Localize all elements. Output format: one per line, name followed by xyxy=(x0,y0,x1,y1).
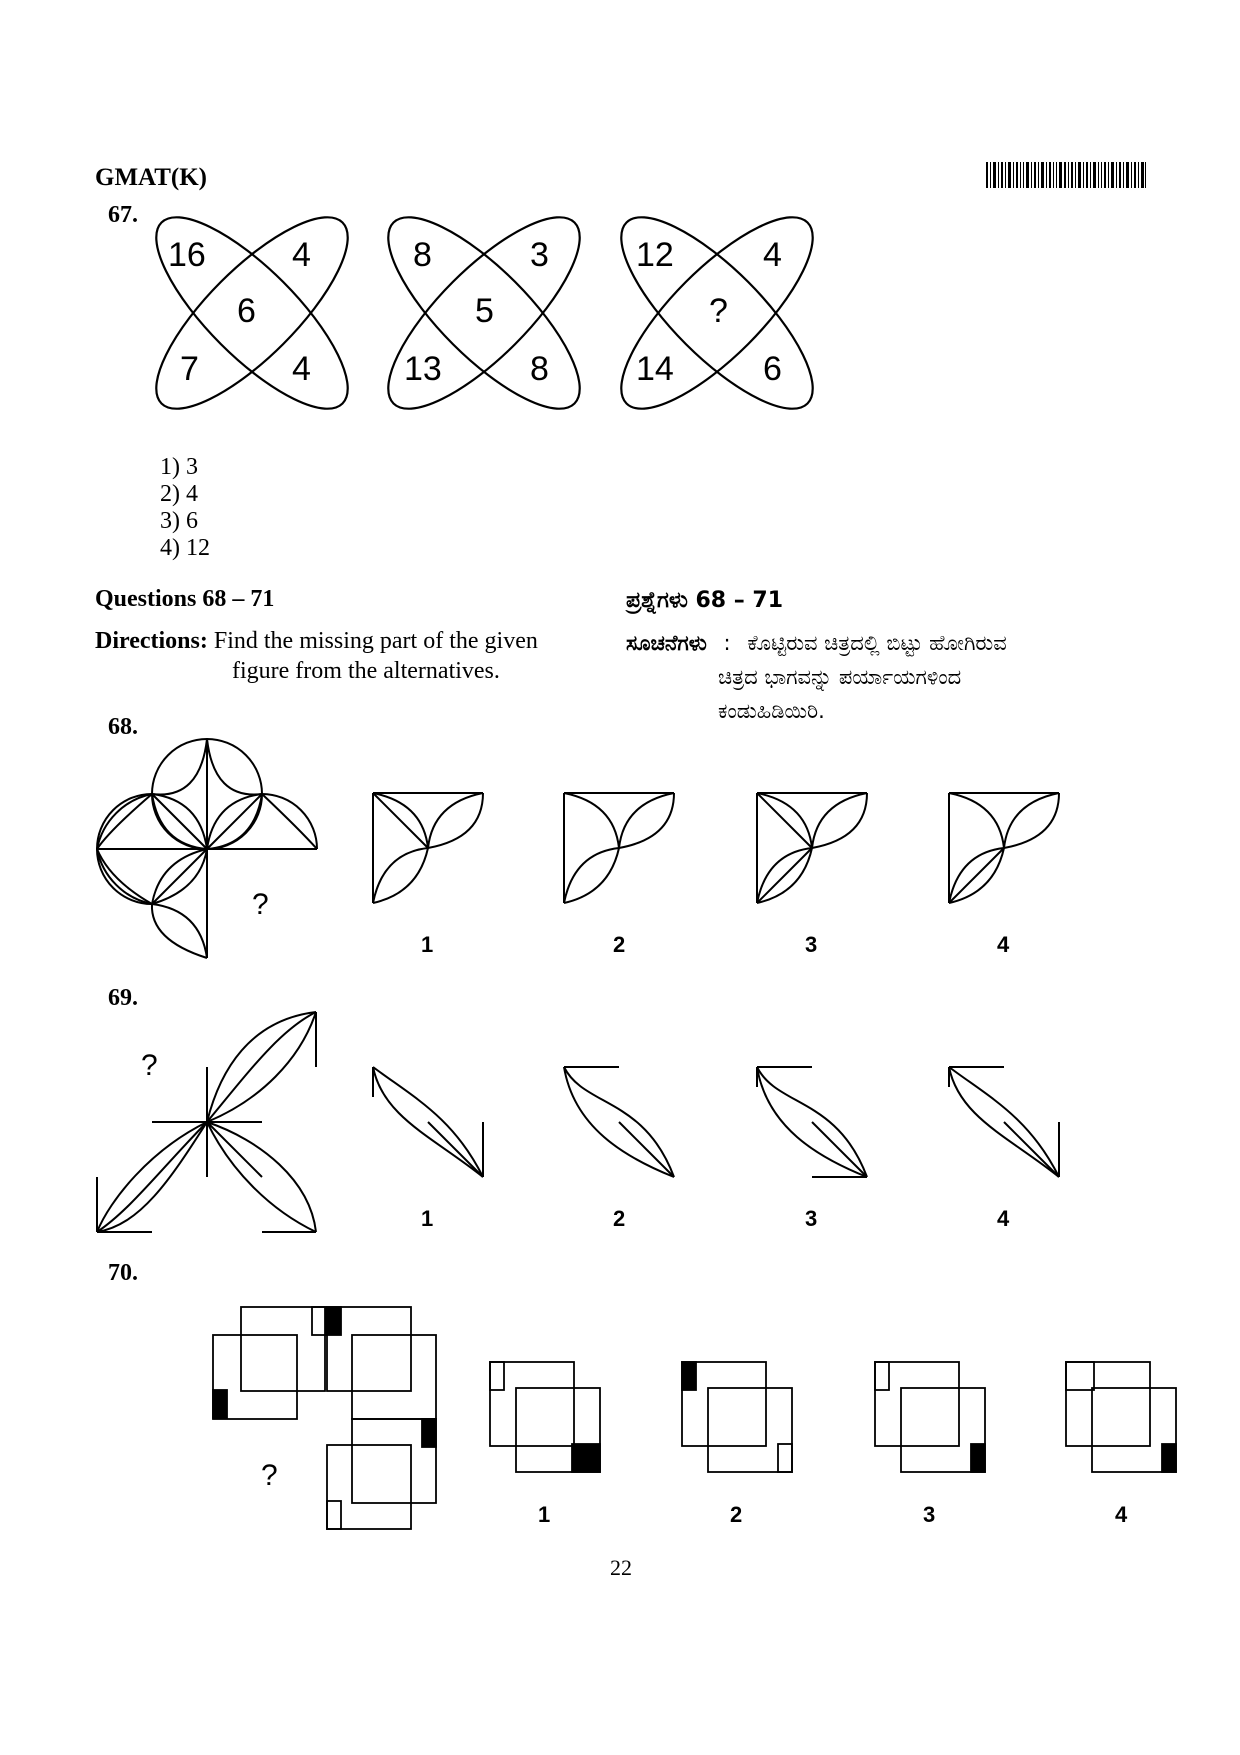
directions-line-2: figure from the alternatives. xyxy=(232,658,500,684)
q70-label-2[interactable]: 2 xyxy=(730,1502,743,1527)
q70-label-1[interactable]: 1 xyxy=(538,1502,551,1527)
q69-label-3[interactable]: 3 xyxy=(805,1206,818,1231)
f1-bl: 7 xyxy=(180,350,199,388)
question-number-70: 70. xyxy=(108,1260,138,1286)
directions-label: Directions: xyxy=(95,628,208,654)
q70-alternative-1 xyxy=(490,1362,600,1472)
q67-option-2[interactable]: 2) 4 xyxy=(160,481,198,507)
f2-bl: 13 xyxy=(404,350,442,388)
directions-kn-line-3: ಕಂಡುಹಿಡಿಯಿರಿ. xyxy=(718,699,825,723)
q67-option-1[interactable]: 1) 3 xyxy=(160,454,198,480)
f2-center: 5 xyxy=(475,292,494,330)
q70-label-3[interactable]: 3 xyxy=(923,1502,936,1527)
q68-label-4[interactable]: 4 xyxy=(997,932,1010,957)
q68-label-2[interactable]: 2 xyxy=(613,932,626,957)
f2-tl: 8 xyxy=(413,236,432,274)
f3-center: ? xyxy=(709,292,728,330)
f1-tl: 16 xyxy=(168,236,206,274)
f1-br: 4 xyxy=(292,350,311,388)
exam-code: GMAT(K) xyxy=(95,164,208,191)
q68-missing-mark: ? xyxy=(252,888,269,921)
q70-label-4[interactable]: 4 xyxy=(1115,1502,1128,1527)
f1-center: 6 xyxy=(237,292,256,330)
directions-kn-line-2: ಚಿತ್ರದ ಭಾಗವನ್ನು ಪರ್ಯಾಯಗಳಿಂದ xyxy=(718,665,962,689)
question-number-68: 68. xyxy=(108,714,138,740)
directions-kn-colon: : xyxy=(723,631,731,655)
f3-br: 6 xyxy=(763,350,782,388)
q69-missing-mark: ? xyxy=(141,1049,158,1082)
q68-label-1[interactable]: 1 xyxy=(421,932,434,957)
f2-br: 8 xyxy=(530,350,549,388)
q70-alternative-4 xyxy=(1066,1362,1176,1472)
q69-label-4[interactable]: 4 xyxy=(997,1206,1010,1231)
f3-tl: 12 xyxy=(636,236,674,274)
section-heading-kn: ಪ್ರಶ್ನೆಗಳು 68 – 71 xyxy=(626,588,784,613)
q70-alternative-3 xyxy=(875,1362,985,1472)
f3-tr: 4 xyxy=(763,236,782,274)
question-number-69: 69. xyxy=(108,985,138,1011)
q69-label-2[interactable]: 2 xyxy=(613,1206,626,1231)
q70-main-figure xyxy=(213,1307,436,1529)
f3-bl: 14 xyxy=(636,350,674,388)
directions-kn-line-1: ಕೊಟ್ಟಿರುವ ಚಿತ್ರದಲ್ಲಿ ಬಿಟ್ಟು ಹೋಗಿರುವ xyxy=(747,631,1007,655)
q67-option-4[interactable]: 4) 12 xyxy=(160,535,210,561)
directions-kn-label: ಸೂಚನೆಗಳು xyxy=(626,631,707,655)
page-number: 22 xyxy=(610,1555,632,1580)
f1-tr: 4 xyxy=(292,236,311,274)
q68-label-3[interactable]: 3 xyxy=(805,932,818,957)
section-heading-en: Questions 68 – 71 xyxy=(95,586,275,612)
question-number-67: 67. xyxy=(108,202,138,228)
directions-line-1: Find the missing part of the given xyxy=(213,628,538,654)
q70-alternative-2 xyxy=(682,1362,792,1472)
f2-tr: 3 xyxy=(530,236,549,274)
q67-option-3[interactable]: 3) 6 xyxy=(160,508,198,534)
q69-label-1[interactable]: 1 xyxy=(421,1206,434,1231)
q70-missing-mark: ? xyxy=(261,1459,278,1492)
